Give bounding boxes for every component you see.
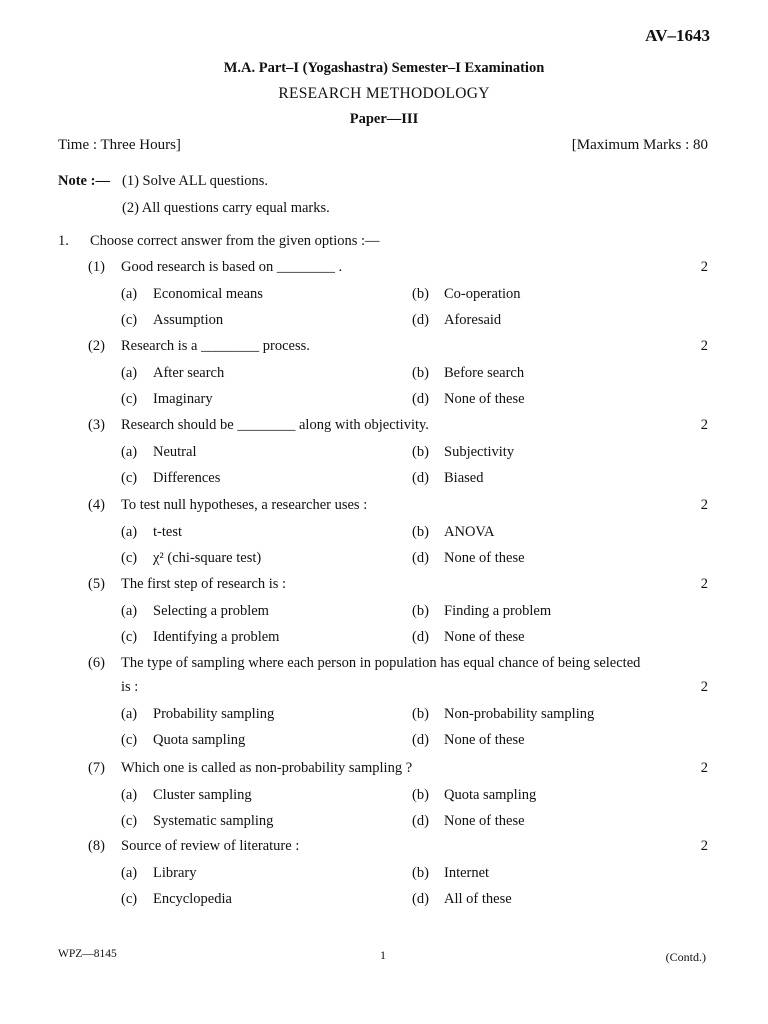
option-label: (d): [412, 629, 429, 645]
note-item-1: (1) Solve ALL questions.: [122, 173, 269, 189]
option-label: (a): [121, 705, 138, 722]
option-text: Co-operation: [444, 285, 521, 302]
subquestion-text: Which one is called as non-probability sampling ?: [121, 760, 413, 776]
option-text: Differences: [153, 470, 221, 486]
option-text: Probability sampling: [153, 705, 275, 722]
option-text: Non-probability sampling: [444, 705, 595, 722]
option: [121, 629, 279, 646]
paper-number: Paper—III: [349, 111, 419, 127]
option-label: (d): [412, 550, 429, 566]
option-label: (c): [121, 550, 138, 566]
option-text: Economical means: [153, 285, 263, 302]
option-label: (a): [121, 443, 138, 460]
option-text: Systematic sampling: [153, 813, 274, 829]
option-label: (b): [412, 705, 429, 722]
option-text: ANOVA: [444, 523, 495, 540]
option: [412, 706, 594, 723]
subquestion-text-continued: is :: [121, 679, 139, 695]
subject-title: RESEARCH METHODOLOGY: [278, 85, 490, 102]
option-label: (d): [412, 813, 429, 829]
subquestion-marks: 2: [700, 497, 708, 513]
subquestion-marks: 2: [700, 259, 708, 275]
option-text: Subjectivity: [444, 443, 515, 460]
question-text: Choose correct answer from the given options :—: [90, 233, 380, 249]
maximum-marks: [Maximum Marks : 80: [571, 137, 708, 153]
option-text: χ² (chi-square test): [153, 550, 262, 566]
subquestion-text: Research is a ________ process.: [121, 338, 310, 354]
note-row-1: [58, 173, 269, 190]
subquestion-number: (2): [88, 338, 105, 354]
option: [412, 629, 525, 646]
option: [121, 865, 196, 882]
note-label: Note :—: [58, 173, 110, 189]
exam-title: M.A. Part–I (Yogashastra) Semester–I Examination: [223, 60, 545, 76]
option-text: Finding a problem: [444, 602, 552, 619]
subquestion-number: (7): [88, 760, 105, 776]
option: [121, 813, 273, 830]
option: [412, 732, 525, 749]
option: [121, 891, 232, 908]
question-1: [58, 233, 380, 250]
option: [412, 603, 551, 620]
option-text: None of these: [444, 629, 525, 645]
option-text: Selecting a problem: [153, 602, 269, 619]
option-text: Neutral: [153, 443, 197, 460]
subquestion-text: The first step of research is :: [121, 576, 287, 592]
option-label: (d): [412, 312, 429, 328]
option-label: (b): [412, 364, 429, 381]
option-text: Cluster sampling: [153, 786, 252, 803]
option-label: (c): [121, 891, 138, 907]
option-label: (a): [121, 864, 138, 881]
option: [121, 286, 263, 303]
option: [412, 444, 514, 461]
option-text: None of these: [444, 813, 525, 829]
option: [412, 550, 525, 567]
option-label: (c): [121, 629, 138, 645]
option-text: Before search: [444, 364, 525, 381]
option: [121, 444, 196, 461]
option-text: Library: [153, 864, 197, 881]
option-text: Assumption: [153, 312, 224, 328]
option-text: After search: [153, 364, 225, 381]
option: [121, 550, 261, 567]
subquestion-number: (3): [88, 417, 105, 433]
footer-code: WPZ—8145: [58, 948, 117, 960]
option: [121, 470, 220, 487]
option-label: (d): [412, 391, 429, 407]
option-label: (c): [121, 813, 138, 829]
option-label: (b): [412, 864, 429, 881]
option-label: (c): [121, 312, 138, 328]
question-number: 1.: [58, 233, 69, 249]
option: [121, 732, 245, 749]
continued-label: (Contd.): [665, 950, 706, 964]
option: [412, 470, 483, 487]
option: [121, 787, 252, 804]
option: [121, 706, 274, 723]
option: [412, 865, 489, 882]
option-text: Biased: [444, 470, 484, 486]
page-number: 1: [380, 948, 386, 962]
option-text: Quota sampling: [444, 786, 537, 803]
option-label: (a): [121, 786, 138, 803]
subquestion-number: (8): [88, 838, 105, 854]
option-label: (d): [412, 732, 429, 748]
option: [412, 391, 525, 408]
paper-code: AV–1643: [645, 26, 710, 45]
subquestion-marks: 2: [700, 838, 708, 854]
option-text: None of these: [444, 732, 525, 748]
option-text: t-test: [153, 523, 182, 540]
subquestion-text: Research should be ________ along with objectivity.: [121, 417, 429, 433]
option: [121, 603, 269, 620]
option-label: (c): [121, 732, 138, 748]
subquestion-text: Source of review of literature :: [121, 838, 300, 854]
option: [412, 891, 512, 908]
option-label: (b): [412, 786, 429, 803]
option-text: Internet: [444, 864, 490, 881]
subquestion-number: (5): [88, 576, 105, 592]
subquestion-number: (6): [88, 655, 105, 671]
option-label: (b): [412, 602, 429, 619]
option-text: Encyclopedia: [153, 891, 232, 907]
option-text: Aforesaid: [444, 312, 502, 328]
option-text: All of these: [444, 891, 512, 907]
subquestion-marks: 2: [700, 679, 708, 695]
subquestion-text: Good research is based on ________ .: [121, 259, 343, 275]
option: [412, 524, 495, 541]
option-label: (c): [121, 470, 138, 486]
option-label: (d): [412, 470, 429, 486]
option: [121, 365, 224, 382]
option-label: (a): [121, 523, 138, 540]
option: [412, 365, 524, 382]
option-text: Quota sampling: [153, 732, 246, 748]
option-label: (b): [412, 443, 429, 460]
option: [121, 312, 223, 329]
subquestion-number: (1): [88, 259, 105, 275]
subquestion-text: To test null hypotheses, a researcher uses :: [121, 497, 368, 513]
option-label: (a): [121, 285, 138, 302]
time-allowed: Time : Three Hours]: [58, 137, 181, 153]
option-label: (b): [412, 285, 429, 302]
option-text: Identifying a problem: [153, 629, 280, 645]
option: [121, 391, 213, 408]
option: [121, 524, 182, 541]
option-text: Imaginary: [153, 391, 213, 407]
option-label: (d): [412, 891, 429, 907]
option: [412, 787, 536, 804]
option-label: (b): [412, 523, 429, 540]
option-label: (a): [121, 602, 138, 619]
subquestion-marks: 2: [700, 576, 708, 592]
subquestion-text: The type of sampling where each person in population has equal chance of being selected: [121, 655, 641, 671]
subquestion-number: (4): [88, 497, 105, 513]
option-label: (a): [121, 364, 138, 381]
option: [412, 813, 525, 830]
option-label: (c): [121, 391, 138, 407]
option: [412, 312, 501, 329]
subquestion-marks: 2: [700, 338, 708, 354]
option: [412, 286, 521, 303]
subquestion-marks: 2: [700, 417, 708, 433]
note-item-2: (2) All questions carry equal marks.: [122, 200, 330, 216]
subquestion-marks: 2: [700, 760, 708, 776]
option-text: None of these: [444, 550, 525, 566]
option-text: None of these: [444, 391, 525, 407]
